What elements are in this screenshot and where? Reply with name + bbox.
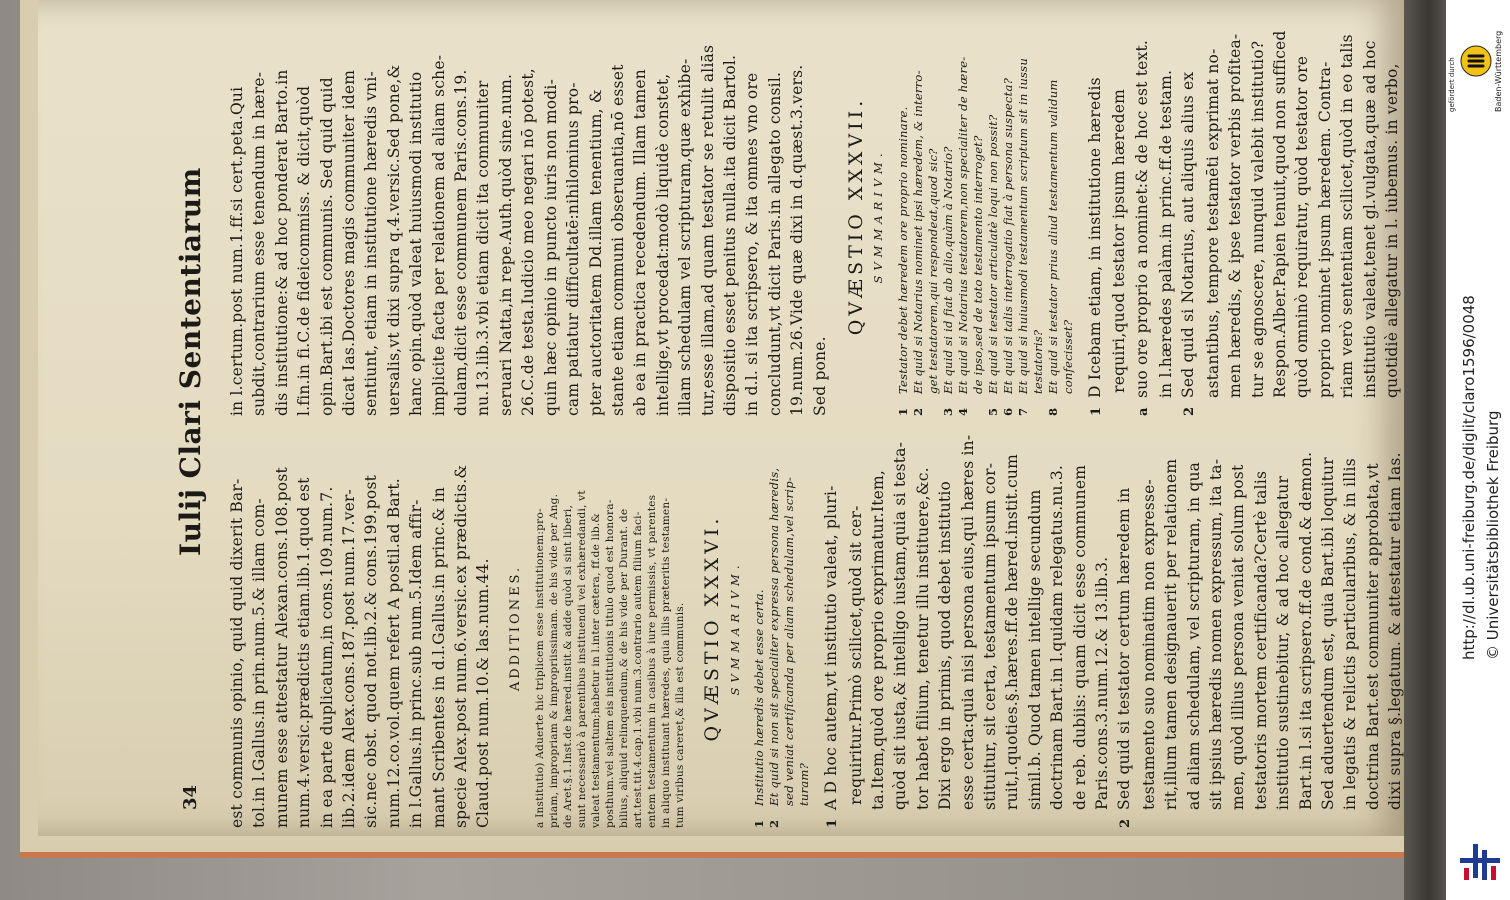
summary-item-number: 3 bbox=[940, 407, 955, 416]
body-line bbox=[912, 428, 934, 828]
left-column-text bbox=[226, 428, 495, 828]
question-37-title: QVÆSTIO XXXVII. bbox=[844, 96, 867, 336]
body-line-text: sit ipsius hæredis nomen expressum, ita ta- bbox=[1207, 458, 1225, 810]
summary-item-text: turam? bbox=[797, 763, 812, 806]
text-line: lib.2.idem Alex.cons.187.post num.17.ver- bbox=[340, 489, 359, 828]
summary-item-number: 2 bbox=[767, 819, 782, 828]
text-line: 19.num.26.Vide quæ dixi in d.quæst.3.vers. bbox=[788, 64, 807, 416]
summary-item-text: Et quid si Notarius nominet ipsi hæredem, & interro- bbox=[910, 70, 925, 394]
text-line: seruari Natta,in repe.Auth.quòd sine.num. bbox=[496, 73, 515, 416]
body-line-text: Respon.Alber.Papien tenuit,quod non sufficed bbox=[1271, 30, 1290, 398]
body-line bbox=[1359, 16, 1381, 416]
body-line-text: astantibus, tempore testamēti exprimat no- bbox=[1203, 48, 1222, 398]
body-line-text: ruit,l.quoties.§.hæres.ff.de hæred.instit.cum bbox=[1003, 453, 1022, 810]
body-line bbox=[845, 428, 867, 828]
additiones-line: posthum.vel saltem eis institutionis titulo quod est honora- bbox=[604, 499, 617, 828]
body-line bbox=[1113, 428, 1137, 828]
summary-item-number: 8 bbox=[1045, 407, 1060, 416]
body-line-text: Sed aduertendum est, quia Bart.ibi loquitur bbox=[1319, 457, 1338, 810]
additiones-line: bilius, aliquid relinquendum,& de his vide per Durant. de bbox=[618, 508, 631, 828]
additiones-line: in aliquo instituant hæredes, quia illis præteritis testamen- bbox=[660, 497, 673, 828]
body-line bbox=[1269, 16, 1291, 416]
body-line-text: quòd sit iusta,& intelligo iustam,quia si testa- bbox=[891, 441, 910, 810]
copyright-notice: © Universitätsbibliothek Freiburg bbox=[1484, 410, 1502, 660]
summary-item bbox=[1001, 16, 1016, 416]
margin-number: 2 bbox=[1182, 406, 1198, 416]
running-header bbox=[174, 0, 214, 836]
body-line-text: esse certa:quia nisi persona eius,qui hæres in- bbox=[958, 434, 977, 810]
additiones-line: priam, impropriam & impropriissimam. de his vide per Ang. bbox=[548, 493, 561, 828]
text-line: in l.Gallus.in princ.sub num.5.Idem affir- bbox=[407, 499, 426, 828]
body-line bbox=[1091, 428, 1113, 828]
text-line: est communis opinio, quid quid dixerit Bar- bbox=[228, 478, 246, 828]
body-line bbox=[1160, 428, 1182, 828]
body-line bbox=[1381, 16, 1403, 416]
right-column bbox=[226, 16, 1426, 416]
body-line-text: in l.hæredes palàm.in princ.ff.de testam. bbox=[1157, 69, 1175, 398]
additiones-line: tum viribus careret,& illa est communis. bbox=[674, 602, 687, 828]
summary-item-number: 7 bbox=[1015, 407, 1030, 416]
text-line: Claud.post num.10.& las.num.44. bbox=[474, 558, 493, 828]
text-line: ab ea in practica recedendum. Illam tamen bbox=[631, 69, 650, 416]
text-line: implicite facta per relationem ad aliam sche- bbox=[429, 54, 448, 416]
summary-item-text: Et quid si testator articulatè loqui non possit? bbox=[985, 114, 1000, 394]
body-line bbox=[1295, 428, 1317, 828]
additiones-line: de Aret.§.1.Inst.de hæred.instit.& adde quòd si sint liberi, bbox=[562, 504, 575, 828]
text-line: nu.13.lib.3.vbi etiam dicit ita communiter bbox=[474, 80, 493, 416]
ub-freiburg-logo-icon[interactable] bbox=[1456, 836, 1504, 886]
body-line-text: riam verò sententiam scilicet,quòd in eo talis bbox=[1338, 34, 1357, 398]
summary-item bbox=[1046, 16, 1061, 416]
body-line-text: simil.b. Quod tamen intellige secundum bbox=[1025, 489, 1044, 810]
body-line bbox=[1138, 428, 1160, 828]
question-36-body bbox=[820, 428, 1407, 828]
text-line: specie Alex.post num.6.versic.ex prædictis.& bbox=[452, 464, 471, 828]
body-line bbox=[1250, 428, 1272, 828]
summary-item bbox=[767, 428, 782, 828]
body-line-text: institutio sustinebitur, & ad hoc allegatur bbox=[1274, 475, 1293, 810]
text-line: in l.certum.post num.1.ff.si cert.peta.Qui bbox=[228, 86, 246, 416]
body-line bbox=[1069, 428, 1091, 828]
body-line bbox=[1362, 428, 1384, 828]
body-line-text: suo ore proprio a nominet:& de hoc est text. bbox=[1132, 39, 1151, 398]
body-line-text: men, quòd illius persona veniat solum post bbox=[1229, 464, 1248, 810]
summary-item-text: Et quid si talis interrogatio fiat à persona suspecta? bbox=[1000, 77, 1015, 394]
text-line: l.fin.in fi.C.de fideicommiss. & dicit,quòd bbox=[295, 85, 314, 416]
body-line-text: D Icebam etiam, in institutione hæredis bbox=[1085, 77, 1104, 398]
body-line bbox=[1177, 16, 1201, 416]
body-line-text: quotidiè allegatur in l. iubemus. in verbo, bbox=[1383, 63, 1402, 398]
additiones-line: art.test.tit.4.cap.1.vbi num.3.contrario autem filium faci- bbox=[632, 511, 645, 828]
body-line bbox=[1024, 428, 1046, 828]
text-line: Sed pone. bbox=[810, 336, 829, 416]
body-line bbox=[1108, 16, 1130, 416]
summary-item-number: 1 bbox=[895, 407, 910, 416]
body-line-text: ta.Item,quòd ore proprio exprimatur.Item, bbox=[868, 469, 887, 810]
text-line: num.4.versic.prædictis etiam.lib.1.quod est bbox=[295, 477, 314, 828]
additiones-line: valeat testamentum;habetur in l.inter cætera, ff.de lib.& bbox=[590, 512, 603, 828]
text-line: dulam,dicit esse communem Paris.cons.19. bbox=[452, 69, 471, 416]
body-line bbox=[1131, 16, 1155, 416]
body-line bbox=[1205, 428, 1227, 828]
body-line-text: men hæredis, & ipse testator verbis profitea- bbox=[1226, 33, 1245, 398]
text-line: stante etiam communi obseruantia,nō esset bbox=[608, 64, 627, 416]
question-36-title: QVÆSTIO XXXVI. bbox=[701, 514, 724, 742]
text-line: dis institutione:& ad hoc ponderat Barto.in bbox=[272, 69, 291, 416]
text-line: sentiunt, etiam in institutione hæredis vni- bbox=[362, 71, 381, 416]
summary-item-text: get testatorem,qui respondeat,quod sic? bbox=[925, 148, 940, 394]
text-line: mant Scribentes in d.l.Gallus.in princ.& in bbox=[429, 486, 448, 828]
text-line: quin hæc opinio in puncto iuris non modi- bbox=[541, 78, 560, 416]
text-line: pter auctoritatem Dd.illam tenentium, & bbox=[586, 89, 605, 416]
summary-item bbox=[911, 16, 926, 416]
body-line-text: dixi supra §.legatum. & attestatur etiam Ias. bbox=[1386, 452, 1405, 810]
text-line: in d.l. si ita scripsero, & ita omnes vno ore bbox=[743, 72, 762, 416]
summary-item-text: de ipso,sed de toto testamento interroget? bbox=[970, 135, 985, 394]
additiones-heading: ADDITIONES. bbox=[507, 564, 523, 692]
summary-item-number: 2 bbox=[910, 407, 925, 416]
page-number: 34 bbox=[180, 784, 201, 810]
additiones-text bbox=[533, 428, 687, 828]
question-37-body bbox=[1084, 16, 1426, 416]
body-line-text: de reb. dubiis: quam dicit esse communem bbox=[1070, 464, 1089, 810]
text-line: cam patiatur difficultatē:nihilominus pro- bbox=[564, 82, 583, 416]
additiones-line: entem testamentum in casibus à iure permissis, vt parentes bbox=[646, 494, 659, 828]
text-line: dicat Ias.Doctores magis communiter idem bbox=[340, 69, 359, 416]
summary-item-number: 1 bbox=[752, 819, 767, 828]
text-line: illam schedulam vel scripturam,quæ exhibe- bbox=[676, 58, 695, 416]
right-column-text bbox=[226, 16, 831, 416]
body-line-text: A D hoc autem,vt institutio valeat, pluri- bbox=[822, 485, 841, 810]
body-line bbox=[1336, 16, 1358, 416]
body-line-text: Sed quid si testator certum hæredem in bbox=[1115, 487, 1134, 810]
printed-page bbox=[168, 0, 1438, 836]
body-line-text: institutio valeat,tenet gl.vulgata,quæ ad hoc bbox=[1360, 40, 1379, 398]
body-line bbox=[1224, 16, 1246, 416]
body-line-text: in legatis & relictis particularibus, & in illis bbox=[1341, 458, 1360, 810]
body-line bbox=[1084, 16, 1108, 416]
summary-item-text: Et quid si Notarius testatorem,non specialiter de hære- bbox=[955, 56, 970, 394]
summary-item bbox=[1031, 16, 1046, 416]
left-column bbox=[226, 428, 1407, 828]
summary-item-text: sed veniat certificanda per aliam schedulam,vel scrip- bbox=[782, 477, 797, 806]
body-line bbox=[1046, 428, 1068, 828]
margin-number: 1 bbox=[1088, 406, 1104, 416]
body-line-text: tor habet filium, tenetur illu instituere,&c. bbox=[913, 467, 932, 810]
summary-item bbox=[782, 428, 797, 828]
summary-item-text: Et quid si testator prius aliud testamentum validum bbox=[1045, 79, 1060, 394]
summary-item bbox=[986, 16, 1001, 416]
summary-item bbox=[941, 16, 956, 416]
body-line-text: Bart.in l.si ita scripsero.ff.de cond.& demon. bbox=[1296, 451, 1315, 810]
body-line bbox=[1183, 428, 1205, 828]
question-36-summary-list bbox=[752, 428, 812, 828]
text-line: num.12.co.vol.quem refert A postil.ad Bart. bbox=[384, 478, 403, 828]
question-37-summary-heading: SVMMARIVM. bbox=[871, 148, 886, 284]
body-line bbox=[1272, 428, 1294, 828]
text-line: dispositio esset penitus nulla.ita dicit Bartol. bbox=[720, 54, 739, 416]
body-line-text: quòd omninò requiratur, quòd testator ore bbox=[1293, 55, 1312, 398]
body-line-text: requiri,quod testator ipsum hæredem bbox=[1110, 88, 1129, 398]
running-head-title: Iulij Clari Sententiarum bbox=[174, 167, 207, 556]
summary-item-number: 6 bbox=[1000, 407, 1015, 416]
summary-item bbox=[752, 428, 767, 828]
text-line: tol.in l.Gallus.in prin.num.5.& illam com- bbox=[250, 498, 269, 828]
body-line bbox=[1314, 16, 1336, 416]
book-gutter bbox=[1404, 0, 1446, 900]
body-line-text: Dixi ergo in primis, quod debet institutio bbox=[936, 480, 955, 810]
summary-item-number: 5 bbox=[985, 407, 1000, 416]
body-line-text: tur se agnoscere, nunquid valebit institutio? bbox=[1248, 40, 1267, 398]
text-line: munem esse attestatur Alexan.cons.108.post bbox=[272, 467, 291, 828]
body-line-text: rit,illum tamen designauerit per relationem bbox=[1162, 458, 1181, 810]
text-line: hanc opin.quòd valeat huiusmodi institutio bbox=[407, 71, 426, 416]
body-line bbox=[1317, 428, 1339, 828]
summary-item-text: Institutio hæredis debet esse certa. bbox=[752, 589, 767, 806]
additiones-line: sunt necessariò à parentibus instituendi vel exhæredandi, vt bbox=[576, 490, 589, 828]
body-line bbox=[934, 428, 956, 828]
body-line bbox=[979, 428, 1001, 828]
body-line bbox=[1001, 428, 1023, 828]
body-line bbox=[1339, 428, 1361, 828]
body-line bbox=[1247, 16, 1269, 416]
summary-item-text: Testator debet hæredem ore proprio nominare. bbox=[895, 106, 910, 394]
text-line: intellige,vt procedat:modò liquidè constet, bbox=[653, 73, 672, 416]
body-line-text: doctrina Bart.est communiter approbata,vt bbox=[1363, 463, 1382, 810]
body-line bbox=[1227, 428, 1249, 828]
body-line bbox=[1155, 16, 1177, 416]
summary-item bbox=[971, 16, 986, 416]
text-line: tur,esse illam,ad quam testator se retulit aliās bbox=[698, 44, 717, 416]
sponsor-caption: gefördert durch bbox=[1448, 57, 1456, 112]
body-line-text: requiritur.Primò scilicet,quòd sit cer- bbox=[846, 505, 865, 810]
body-line bbox=[1291, 16, 1313, 416]
summary-item bbox=[1016, 16, 1031, 416]
body-line-text: Paris.cons.3.num.12.& 13.lib.3. bbox=[1092, 556, 1111, 810]
body-line-text: stituitur, sit certa, testamentum ipsum cor- bbox=[980, 462, 999, 810]
body-line-text: doctrinam Bart.in l.quidam relegatus.nu.3. bbox=[1048, 464, 1067, 810]
summary-item-number: 4 bbox=[955, 407, 970, 416]
body-line-text: testatoris mortem certificanda?Certè talis bbox=[1251, 470, 1270, 810]
summary-item bbox=[1061, 16, 1076, 416]
margin-number: 2 bbox=[1118, 818, 1134, 828]
book-page bbox=[38, 0, 1412, 836]
text-line: in ea parte duplicatum,in cons.109.num.7. bbox=[317, 486, 336, 828]
body-line bbox=[820, 428, 844, 828]
body-line bbox=[1202, 16, 1224, 416]
additiones-line: a Institutio) Aduerte hic triplicem esse institutionem:pro- bbox=[534, 508, 547, 828]
summary-item bbox=[926, 16, 941, 416]
sponsor-region-label: Baden-Württemberg bbox=[1494, 30, 1503, 112]
body-line-text: Sed quid si Notarius, aut aliquis alius ex bbox=[1179, 71, 1198, 398]
summary-item-text: confecisset? bbox=[1060, 319, 1075, 394]
margin-number: a bbox=[1135, 407, 1151, 416]
text-line: subdit,contrarium esse tenendum in hære- bbox=[250, 71, 269, 416]
question-37-summary-list bbox=[896, 16, 1076, 416]
margin-number: 1 bbox=[825, 818, 841, 828]
summary-item bbox=[896, 16, 911, 416]
summary-item-text: Et quid si id fiat ab alio,quàm à Notario? bbox=[940, 146, 955, 394]
document-url-link[interactable]: http://dl.ub.uni-freiburg.de/diglit/claro1596/0048 bbox=[1460, 295, 1478, 660]
body-line-text: testamento suo nominatim non expresse- bbox=[1139, 479, 1158, 810]
text-line: concludunt,vt dicit Paris.in allegato consil. bbox=[765, 71, 784, 416]
text-line: uersalis,vt dixi supra q.4.versic.Sed pone,& bbox=[384, 64, 403, 416]
text-line: sic.nec obst. quod not.lib.2.& cons.199.post bbox=[362, 474, 381, 828]
text-line: opin.Bart.ibi est communis. Sed quid quid bbox=[317, 77, 336, 416]
body-line bbox=[867, 428, 889, 828]
body-line-text: ad aliam schedulam, vel scripturam, in qua bbox=[1184, 461, 1203, 810]
summary-item bbox=[956, 16, 971, 416]
summary-item-text: Et quid si huiusmodi testamentum scriptum sit in iussu bbox=[1015, 58, 1030, 394]
question-36-summary-heading: SVMMARIVM. bbox=[727, 560, 742, 696]
body-line-text: proprio nominet ipsum hæredem. Contra- bbox=[1315, 61, 1334, 398]
summary-item-text: Et quid si non sit specialiter expressa persona hæredis, bbox=[767, 467, 782, 806]
text-line: 26.C.de testa.Iudicio meo negari nō potest, bbox=[519, 68, 538, 416]
summary-item-text: testatoris? bbox=[1030, 329, 1045, 394]
body-line bbox=[889, 428, 911, 828]
body-line bbox=[957, 428, 979, 828]
summary-item bbox=[797, 428, 812, 828]
